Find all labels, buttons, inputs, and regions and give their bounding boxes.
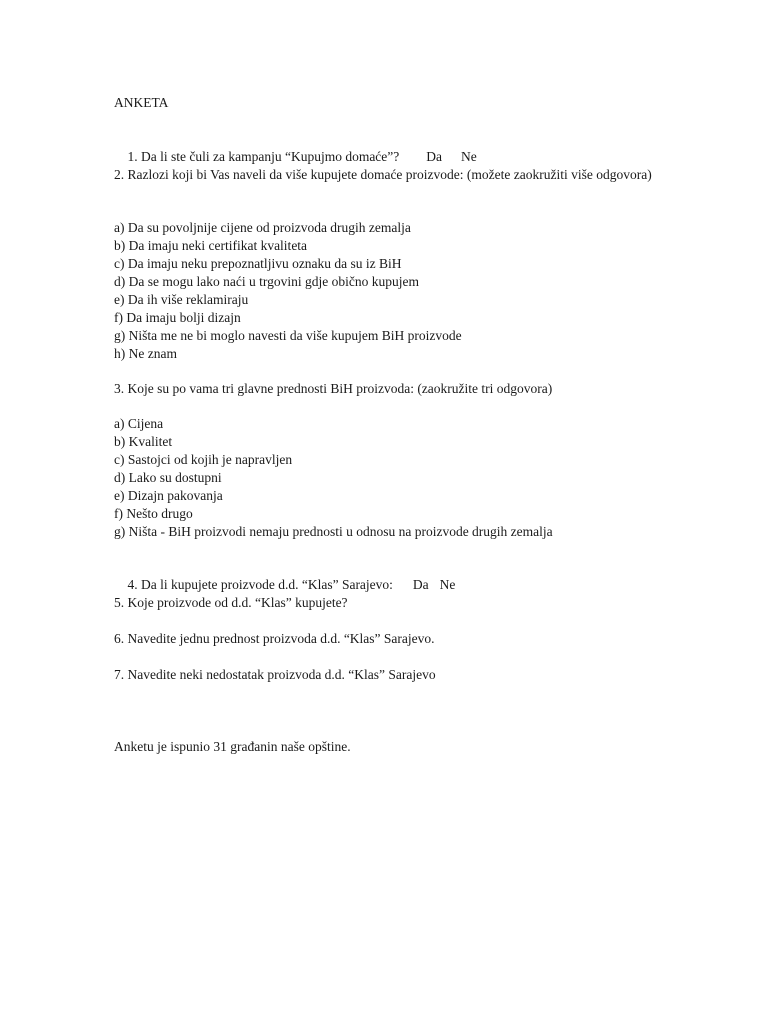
question-2-option-a: a) Da su povoljnije cijene od proizvoda drugih zemalja	[114, 220, 411, 235]
question-3-option-g: g) Ništa - BiH proizvodi nemaju prednosti u odnosu na proizvode drugih zemalja	[114, 524, 553, 539]
question-3-text: 3. Koje su po vama tri glavne prednosti BiH proizvoda: (zaokružite tri odgovora)	[114, 381, 553, 396]
question-5-text: 5. Koje proizvode od d.d. “Klas” kupujete?	[114, 595, 348, 610]
question-2-option-d: d) Da se mogu lako naći u trgovini gdje obično kupujem	[114, 274, 419, 289]
question-1-text: 1. Da li ste čuli za kampanju “Kupujmo domaće”?	[127, 149, 400, 164]
question-2-option-e: e) Da ih više reklamiraju	[114, 292, 249, 307]
question-6-text: 6. Navedite jednu prednost proizvoda d.d. “Klas” Sarajevo.	[114, 631, 435, 646]
question-2-option-f: f) Da imaju bolji dizajn	[114, 310, 241, 325]
question-3-option-b: b) Kvalitet	[114, 434, 173, 449]
question-2-option-c: c) Da imaju neku prepoznatljivu oznaku da su iz BiH	[114, 256, 402, 271]
question-2-text: 2. Razlozi koji bi Vas naveli da više kupujete domaće proizvode: (možete zaokružiti više odgovora)	[114, 167, 652, 182]
survey-title: ANKETA	[114, 95, 169, 110]
question-3-option-a: a) Cijena	[114, 416, 164, 431]
question-3-option-e: e) Dizajn pakovanja	[114, 488, 223, 503]
question-2-option-b: b) Da imaju neki certifikat kvaliteta	[114, 238, 308, 253]
question-1-no: Ne	[461, 149, 477, 164]
question-7-text: 7. Navedite neki nedostatak proizvoda d.d. “Klas” Sarajevo	[114, 667, 436, 682]
question-4-yes: Da	[412, 577, 429, 592]
question-2-option-h: h) Ne znam	[114, 346, 177, 361]
respondent-note: Anketu je ispunio 31 građanin naše opštine.	[114, 739, 351, 754]
question-3-option-f: f) Nešto drugo	[114, 506, 193, 521]
question-2-option-g: g) Ništa me ne bi moglo navesti da više kupujem BiH proizvode	[114, 328, 462, 343]
question-1-yes: Da	[426, 149, 443, 164]
question-4-text: 4. Da li kupujete proizvode d.d. “Klas” Sarajevo:	[127, 577, 393, 592]
question-3-option-c: c) Sastojci od kojih je napravljen	[114, 452, 293, 467]
question-3-option-d: d) Lako su dostupni	[114, 470, 222, 485]
question-4-no: Ne	[439, 577, 456, 592]
